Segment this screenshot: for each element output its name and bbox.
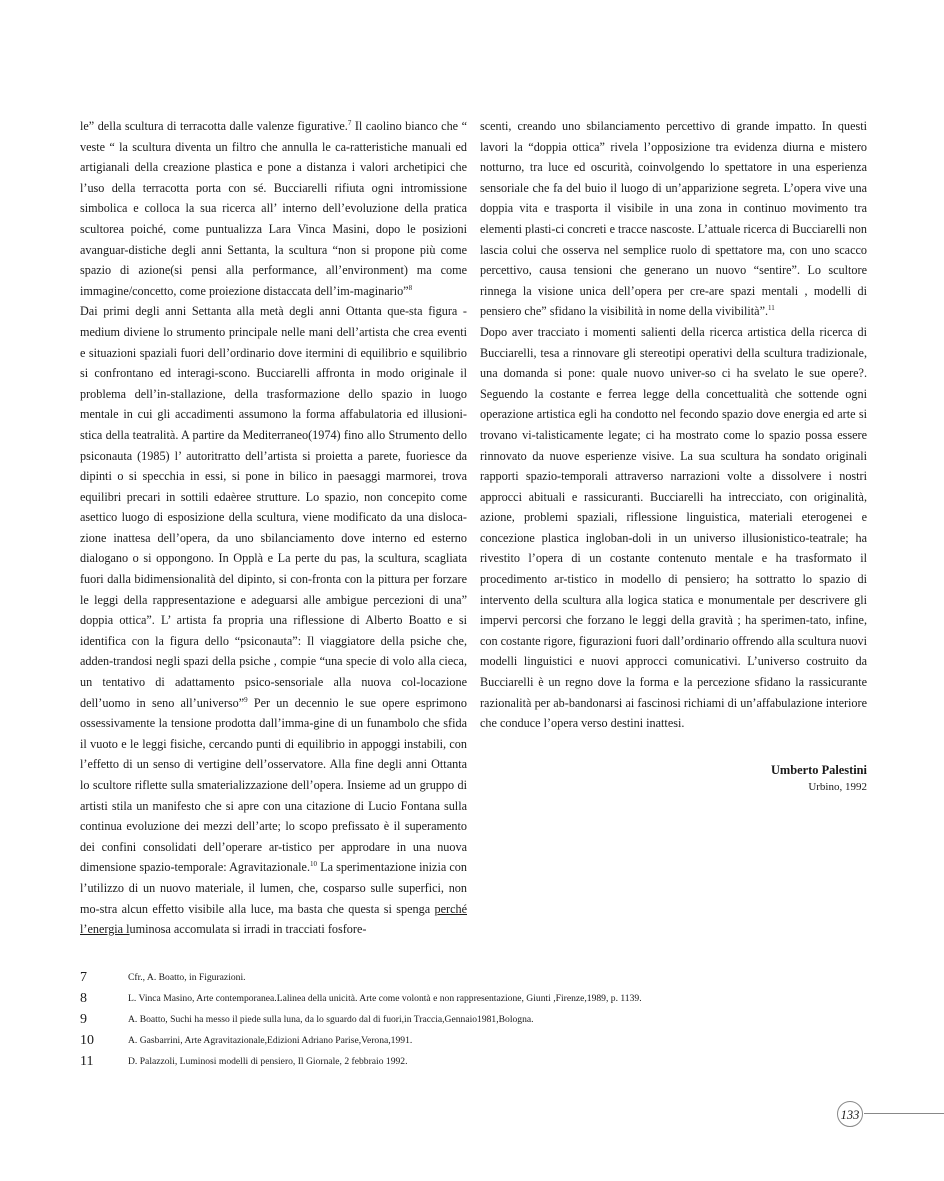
footnote-ref-7: 7 bbox=[347, 118, 352, 127]
footnote-text: A. Gasbarrini, Arte Agravitazionale,Edizioni Adriano Parise,Verona,1991. bbox=[128, 1035, 413, 1046]
footnotes bbox=[80, 968, 880, 1073]
paragraph bbox=[80, 301, 467, 939]
footnote-ref-10: 10 bbox=[310, 860, 317, 869]
footnote bbox=[80, 1052, 880, 1073]
footnote-text: A. Boatto, Suchi ha messo il piede sulla luna, da lo sguardo dal di fuori,in Traccia,Gennaio1981,Bologna. bbox=[128, 1014, 534, 1025]
footnote-ref-11: 11 bbox=[768, 304, 775, 313]
footnote-number: 11 bbox=[80, 1054, 94, 1069]
page-number: 133 bbox=[837, 1101, 863, 1127]
text-run: Per un decennio le sue opere esprimono ossessivamente la tensione prodotta dall’imma-gine di un funambolo che sfida il vuoto e le leggi fisiche, cercando punti di equilibrio in appoggi instabili, con l’effetto di un senso di vertigine dell’osservatore. Alla fine degli anni Ottanta lo scultore riflette sulla smaterializzazione dell’opera. Insieme ad un gruppo di artisti stila un manifesto che si apre con una citazione di Lucio Fontana sulla continua evoluzione dei mezzi dell’arte; lo scopo prefissato è il superamento dei confini consolidati dell’operare ar-tistico per approdare in una nuova dimensione spazio-temporale: Agravitazionale. bbox=[80, 695, 467, 875]
footnote-ref-9: 9 bbox=[244, 695, 248, 704]
footnote-text: L. Vinca Masino, Arte contemporanea.Lalinea della unicità. Arte come volontà e non rappresentazione, Giunti ,Firenze,1989, p. 1139. bbox=[128, 993, 642, 1004]
text-run: La sperimentazione inizia con l’utilizzo di un nuovo materiale, il lumen, che, cosparso sulle superfici, non mo-stra alcun effetto visibile alla luce, ma basta che questa si spenga bbox=[80, 860, 467, 916]
footnote bbox=[80, 989, 880, 1010]
paragraph: Dopo aver tracciato i momenti salienti della ricerca artistica della ricerca di Bucciarelli, tesa a rinnovare gli stereotipi operativi della scultura tradizionale, una domanda si pone: quale nuovo univer-so ci ha svelato le sue opere?. Seguendo la costante e ferrea legge della concettualità che sottende ogni operazione artistica egli ha condotto nel fecondo spazio dove energia ed arte si trovano vi-talisticamente legate; ci ha mostrato come lo spazio possa essere rinnovato da nuove esperienze visive. La sua scultura ha sondato originali rapporti spazio-temporali attraverso narrazioni volte a dissolvere i nostri approcci abituali e rassicuranti. Bucciarelli ha intrecciato, con originalità, azione, problemi spaziali, riflessione linguistica, materiali eterogenei e concezione plastica ingloban-doli in un universo illusionistico-teatrale; ha rivestito l’opera di un costante contenuto mentale e ha trasformato il procedimento ar-tistico in modello di pensiero; ha sottratto lo spazio di intervento della scultura alla logica statica e monumentale per descrivere gli impervi percorsi che forzano le leggi della gravità ; ha sperimen-tato, infine, con costante rigore, figurazioni fuori dall’ordinario offrendo alla scultura nuovi modelli linguistici e nuovi approcci comunicativi. L’universo costruito da Bucciarelli è un regno dove la forma e la percezione sfidano la rassicurante razionalità per ab-bandonarsi ai fascinosi richiami di un’affabulazione interiore che conduce l’opera verso destini inattesi. bbox=[480, 324, 867, 731]
paragraph bbox=[480, 116, 867, 322]
footnote-number: 10 bbox=[80, 1033, 94, 1048]
signature-block bbox=[480, 762, 867, 796]
text-run: le” della scultura di terracotta dalle valenze figurative. bbox=[80, 119, 348, 133]
footnote bbox=[80, 1010, 880, 1031]
footnote bbox=[80, 1031, 880, 1052]
footnote-number: 8 bbox=[80, 991, 87, 1006]
text-run: uminosa accomulata si irradi in tracciati fosfore- bbox=[129, 922, 367, 937]
right-text-column bbox=[480, 116, 867, 796]
underlined-text: perché l’energia l bbox=[80, 901, 467, 937]
footnote-text: D. Palazzoli, Luminosi modelli di pensiero, Il Giornale, 2 febbraio 1992. bbox=[128, 1056, 408, 1067]
text-run: scenti, creando uno sbilanciamento percettivo di grande impatto. In questi lavori la “doppia ottica” rivela l’opposizione tra evidenza diurna e mistero notturno, tra luce ed oscurità, coinvolgendo lo spettatore in una esperienza sensoriale che fa del buio il luogo di un’apparizione segreta. L’opera vive una doppia vita e trasporta il visibile in una zona in continuo movimento tra elementi plasti-ci concreti e tracce nascoste. L’attuale ricerca di Bucciarelli non lascia colui che osserva nel semplice ruolo di spettatore ma, con uno scacco percettivo, causa tensioni che generano un nuovo “sentire”. Lo scultore rinnega la visione unica dell’opera per cre-are spazi mentali , modelli di pensiero che” sfidano la visibilità in nome della vivibilità”. bbox=[480, 119, 867, 319]
page-number-rule bbox=[864, 1113, 944, 1114]
place-date: Urbino, 1992 bbox=[808, 780, 867, 793]
text-run: Il caolino bianco che “ veste “ la scultura diventa un filtro che annulla le ca-ratteristiche manuali ed artigianali della creazione plastica e pone a distanza i valori archetipici che l’uso della terracotta porta con sé. Bucciarelli rifiuta ogni intromissione simbolica e colloca la sua ricerca all’ interno dell’evoluzione della pratica scultorea poiché, come puntualizza Lara Vinca Masini, dopo le posizioni avanguar-distiche degli anni Settanta, la scultura “non si propone più come spazio di azione(si pensi alla performance, all’environment) ma come immagine/concetto, come proiezione distaccata dell’im-maginario” bbox=[80, 119, 468, 298]
footnote-number: 9 bbox=[80, 1012, 87, 1027]
footnote bbox=[80, 968, 880, 989]
left-text-column bbox=[80, 116, 467, 940]
footnote-number: 7 bbox=[80, 970, 87, 985]
footnote-text: Cfr., A. Boatto, in Figurazioni. bbox=[128, 972, 246, 983]
footnote-ref-8: 8 bbox=[408, 283, 413, 292]
paragraph bbox=[80, 116, 467, 301]
text-run: Dai primi degli anni Settanta alla metà degli anni Ottanta que-sta figura -medium diviene lo strumento principale nelle mani dell’artista che crea eventi e situazioni spaziali fuori dell’ordinario dove itermini di equilibrio e squilibrio si confrontano ed interagi-scono. Bucciarelli affronta in modo originale il problema dell’in-stallazione, della trasformazione dello spazio in luogo mentale in cui gli accadimenti assumono la forma affabulatoria ed illusioni-stica della teatralità. A partire da Mediterraneo(1974) fino allo Strumento dello psiconauta (1985) l’ autoritratto dell’artista si proietta a parete, fuoriesce da dipinti o si specchia in essi, si pone in bilico in paesaggi marmorei, trova equilibri precari in sottili edaèree strutture. Lo spazio, non concepito come asettico luogo di esposizione della scultura, viene modificato da una disloca-zione inattesa dell’opera, da uno sbilanciamento dove interno ed esterno dialogano o si oppongono. In Opplà e La perte du pas, la scultura, scagliata fuori dalla bidimensionalità del dipinto, si con-fronta con la pittura per forzare le leggi della rappresentazione e adeguarsi alle ambigue percezioni di una” doppia ottica”. L’ artista fa propria una riflessione di Alberto Boatto e si identifica con la figura dello “psiconauta”: Il viaggiatore della psiche che, adden-trandosi negli spazi della psiche , compie “una specie di volo alla cieca, un tentativo di adattamento psico-sensoriale alla nuova col-locazione dell’uomo in seno all’universo” bbox=[80, 304, 467, 710]
author-name: Umberto Palestini bbox=[770, 762, 867, 777]
